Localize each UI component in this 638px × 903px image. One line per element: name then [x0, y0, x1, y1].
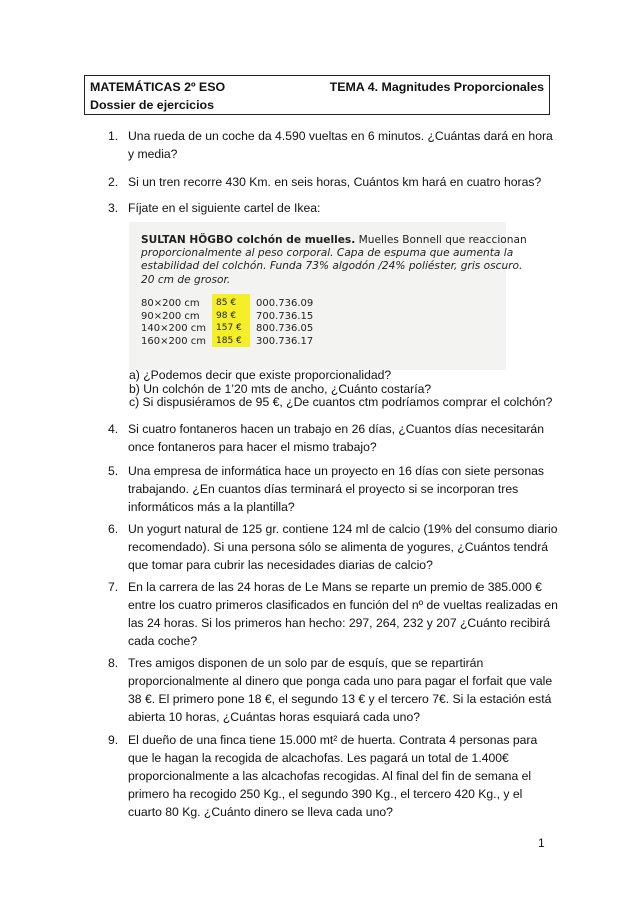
exercise-line: 38 €. El primero pone 18 €, el segundo 13 € y el tercero 7€. Si la estación está: [128, 692, 552, 706]
exercise-line: trabajando. ¿En cuantos días terminará el proyecto si se incorporan tres: [128, 482, 519, 496]
exercise-line: primero ha recogido 250 Kg., el segundo 390 Kg., el tercero 420 Kg., y el: [128, 787, 523, 801]
exercise-number: 1.: [108, 129, 119, 143]
exercise-text: [128, 462, 546, 516]
exercise-line: abierta 10 horas, ¿Cuántas horas esquiará cada uno?: [128, 710, 421, 724]
ikea-code: 000.736.09: [256, 298, 314, 309]
exercise-line: Si un tren recorre 430 Km. en seis horas, Cuántos km hará en cuatro horas?: [128, 175, 542, 189]
exercise-line: las 24 horas. Si los primeros han hecho: 297, 264, 232 y 207 ¿Cuánto recibirá: [128, 616, 551, 630]
ikea-code: 300.736.17: [256, 335, 314, 347]
exercise-line: y media?: [128, 147, 178, 161]
exercise-line: En la carrera de las 24 horas de Le Mans se reparte un premio de 385.000 €: [128, 580, 542, 594]
exercise-text: [128, 520, 558, 574]
ikea-product-title: SULTAN HÖGBO colchón de muelles.: [141, 234, 356, 246]
exercise-number: 9.: [108, 733, 119, 747]
ikea-code: 800.736.05: [256, 323, 314, 334]
exercise-number: 3.: [108, 201, 119, 215]
exercise-text: [128, 199, 546, 217]
exercise-line: Tres amigos disponen de un solo par de esquís, que se repartirán: [128, 656, 484, 670]
exercise-text: [128, 578, 558, 650]
header-box: [84, 75, 550, 115]
header-subtitle: Dossier de ejercicios: [90, 98, 214, 112]
ikea-description: [141, 234, 527, 287]
ikea-desc-line: estabilidad del colchón. Funda 73% algodón /24% poliéster, gris oscuro.: [141, 260, 523, 273]
subquestion-c: c) Si dispusiéramos de 95 €, ¿De cuantos ctm podríamos comprar el colchón?: [129, 395, 553, 409]
ikea-price: 185 €: [216, 335, 242, 346]
page-number: 1: [538, 836, 545, 850]
ikea-prices: [212, 294, 250, 347]
exercise-line: recomendado). Si una persona sólo se alimenta de yogures, ¿Cuántos tendrá: [128, 540, 549, 554]
subquestion-a: a) ¿Podemos decir que existe proporcionalidad?: [129, 368, 392, 382]
ikea-size: 160×200 cm: [141, 335, 206, 347]
ikea-desc-line: 20 cm de grosor.: [141, 273, 231, 286]
exercise-line: entre los cuatro primeros clasificados en función del nº de vueltas realizadas en: [128, 598, 558, 612]
exercise-number: 8.: [108, 656, 119, 670]
exercise-line: que le hagan la recogida de alcachofas. Les pagará un total de 1.400€: [128, 751, 509, 765]
ikea-codes: [256, 298, 313, 348]
ikea-desc-line: Muelles Bonnell que reaccionan: [355, 234, 527, 246]
exercise-text: [128, 173, 546, 191]
exercise-line: cuarto 80 Kg. ¿Cuánto dinero se lleva cada uno?: [128, 805, 393, 819]
ikea-price: 98 €: [216, 310, 237, 321]
ikea-size: 140×200 cm: [141, 323, 206, 334]
exercise-text: [128, 127, 553, 163]
exercise-number: 5.: [108, 464, 119, 478]
exercise-text: [128, 654, 553, 726]
exercise-number: 7.: [108, 580, 119, 594]
exercise-line: Un yogurt natural de 125 gr. contiene 124 ml de calcio (19% del consumo diario: [128, 522, 558, 536]
exercise-text: [128, 731, 546, 821]
ikea-price: 157 €: [216, 323, 242, 333]
exercise-line: que tomar para cubrir las necesidades diarias de calcio?: [128, 558, 433, 572]
ikea-sizes: [141, 298, 206, 348]
exercise-line: once fontaneros para hacer el mismo trabajo?: [128, 440, 377, 454]
ikea-size: 90×200 cm: [141, 310, 200, 322]
ikea-size: 80×200 cm: [141, 298, 200, 309]
exercise-line: El dueño de una finca tiene 15.000 mt² de huerta. Contrata 4 personas para: [128, 733, 538, 747]
exercise-line: proporcionalmente a las alcachofas recogidas. Al final del fin de semana el: [128, 769, 532, 783]
exercise-number: 6.: [108, 522, 119, 536]
ikea-code: 700.736.15: [256, 310, 314, 322]
exercise-number: 2.: [108, 175, 119, 189]
exercise-number: 4.: [108, 422, 119, 436]
subquestion-b: b) Un colchón de 1’20 mts de ancho, ¿Cuánto costaría?: [129, 381, 432, 396]
ikea-desc-line: proporcionalmente al peso corporal. Capa de espuma que aumenta la: [141, 247, 514, 260]
exercise-text: [128, 420, 546, 456]
exercise-line: Fíjate en el siguiente cartel de Ikea:: [128, 201, 321, 215]
ikea-poster: [129, 222, 527, 370]
exercise-line: informáticos más a la plantilla?: [128, 500, 295, 514]
exercise-line: Una empresa de informática hace un proyecto en 16 días con siete personas: [128, 464, 544, 478]
exercise-line: proporcionalmente al dinero que ponga cada uno para pagar el forfait que vale: [128, 674, 553, 688]
exercise-line: Si cuatro fontaneros hacen un trabajo en 26 días, ¿Cuantos días necesitarán: [128, 422, 544, 436]
exercise-line: cada coche?: [128, 634, 198, 648]
exercise-3-subquestions: [129, 369, 552, 410]
header-subject: MATEMÁTICAS 2º ESO: [90, 80, 226, 94]
exercise-line: Una rueda de un coche da 4.590 vueltas en 6 minutos. ¿Cuántas dará en hora: [128, 129, 553, 143]
header-topic: TEMA 4. Magnitudes Proporcionales: [329, 80, 544, 94]
ikea-price: 85 €: [216, 298, 237, 308]
